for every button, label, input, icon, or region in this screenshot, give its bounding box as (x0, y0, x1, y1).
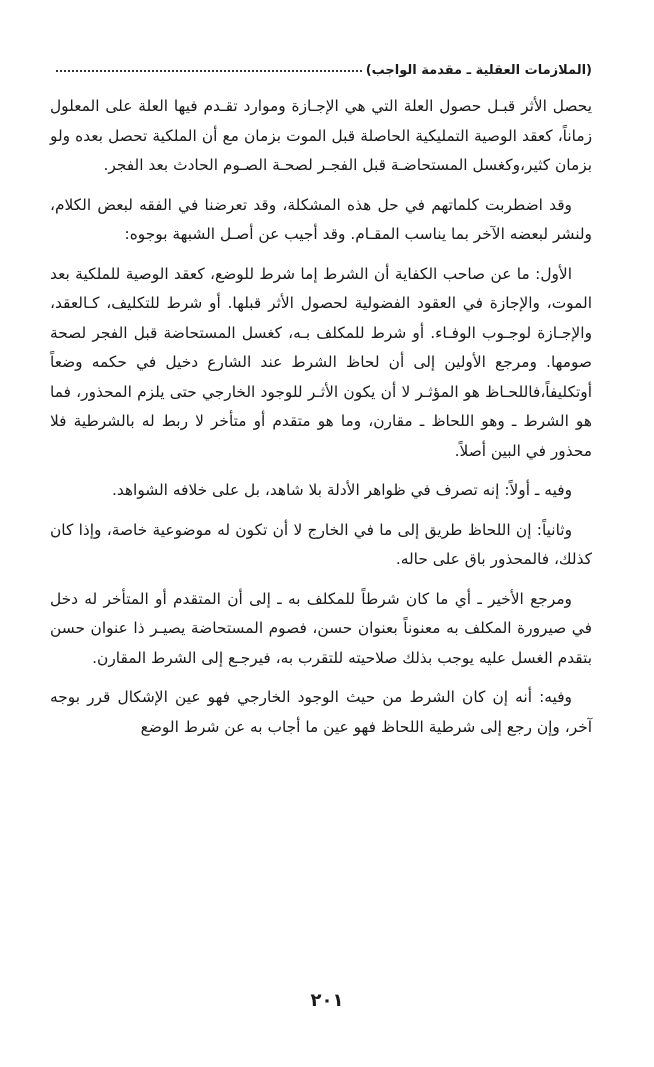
paragraph: ومرجع الأخير ـ أي ما كان شرطاً للمكلف به ـ إلى أن المتقدم أو المتأخر له دخل في صيرورة المكلف به معنوناً بعنوان حسن، فصوم المستحاضة يصيـر ذا عنوان حسن بتقدم الغسل عليه يوجب بذلك صلاحيته للتقرب به، فيرجـع إلى الشرط المقارن. (50, 589, 592, 667)
header-dotted-leader (56, 70, 362, 72)
running-header (50, 56, 592, 78)
body-text (50, 92, 592, 752)
paragraph: يحصل الأثر قبـل حصول العلة التي هي الإجـازة وموارد تقـدم فيها العلة على المعلول زماناً، كعقد الوصية التمليكية الحاصلة قبل الموت بزمان مع أن الملكية تحصل بعده ولو بزمان كثير،وكغسل المستحاضـة قبل الفجـر لصحـة الصـوم الحادث بعد الفجر. (50, 97, 592, 174)
running-header-title: (الملازمات العقلية ـ مقدمة الواجب) (365, 63, 592, 78)
paragraph: وفيه ـ أولاً: إنه تصرف في ظواهر الأدلة بلا شاهد، بل على خلافه الشواهد. (111, 481, 572, 499)
paragraph: وفيه: أنه إن كان الشرط من حيث الوجود الخارجي فهو عين الإشكال قرر بوجه آخر، وإن رجع إلى شرطية اللحاظ فهو عين ما أجاب به عن شرط الوضع (50, 688, 592, 736)
paragraph: الأول: ما عن صاحب الكفاية أن الشرط إما شرط للوضع، كعقد الوصية للملكية بعد الموت، والإجازة في العقود الفضولية لحصول الأثر قبلها. أو شرط للتكليف، كـالعقد، والإجـازة لوجـوب الوفـاء. أو شرط للمكلف بـه، كغسل المستحاضة قبل الفجر لصحة صومها. ومرجع الأولين إلى أن لحاظ الشرط عند الشارع دخيل في حكمه وضعاً أوتكليفاً،فاللحـاظ هو المؤثـر لا أن يكون الأثـر للوجود الخارجي حتى يلزم المحذور، فما هو الشرط ـ وهو اللحاظ ـ مقارن، وما هو متقدم أو متأخر لا ربط له بالشرطية فلا محذور في البين أصلاً. (50, 264, 592, 460)
paragraph: وثانياً: إن اللحاظ طريق إلى ما في الخارج لا أن تكون له موضوعية خاصة، وإذا كان كذلك، فالمحذور باق على حاله. (50, 520, 592, 568)
paragraph: وقد اضطربت كلماتهم في حل هذه المشكلة، وقد تعرضنا في الفقه لبعض الكلام، ولنشر لبعضه الآخر بما يناسب المقـام. وقد أجيب عن أصـل الشبهة بوجوه: (50, 195, 592, 243)
page-number: ٢٠١ (310, 990, 344, 1011)
